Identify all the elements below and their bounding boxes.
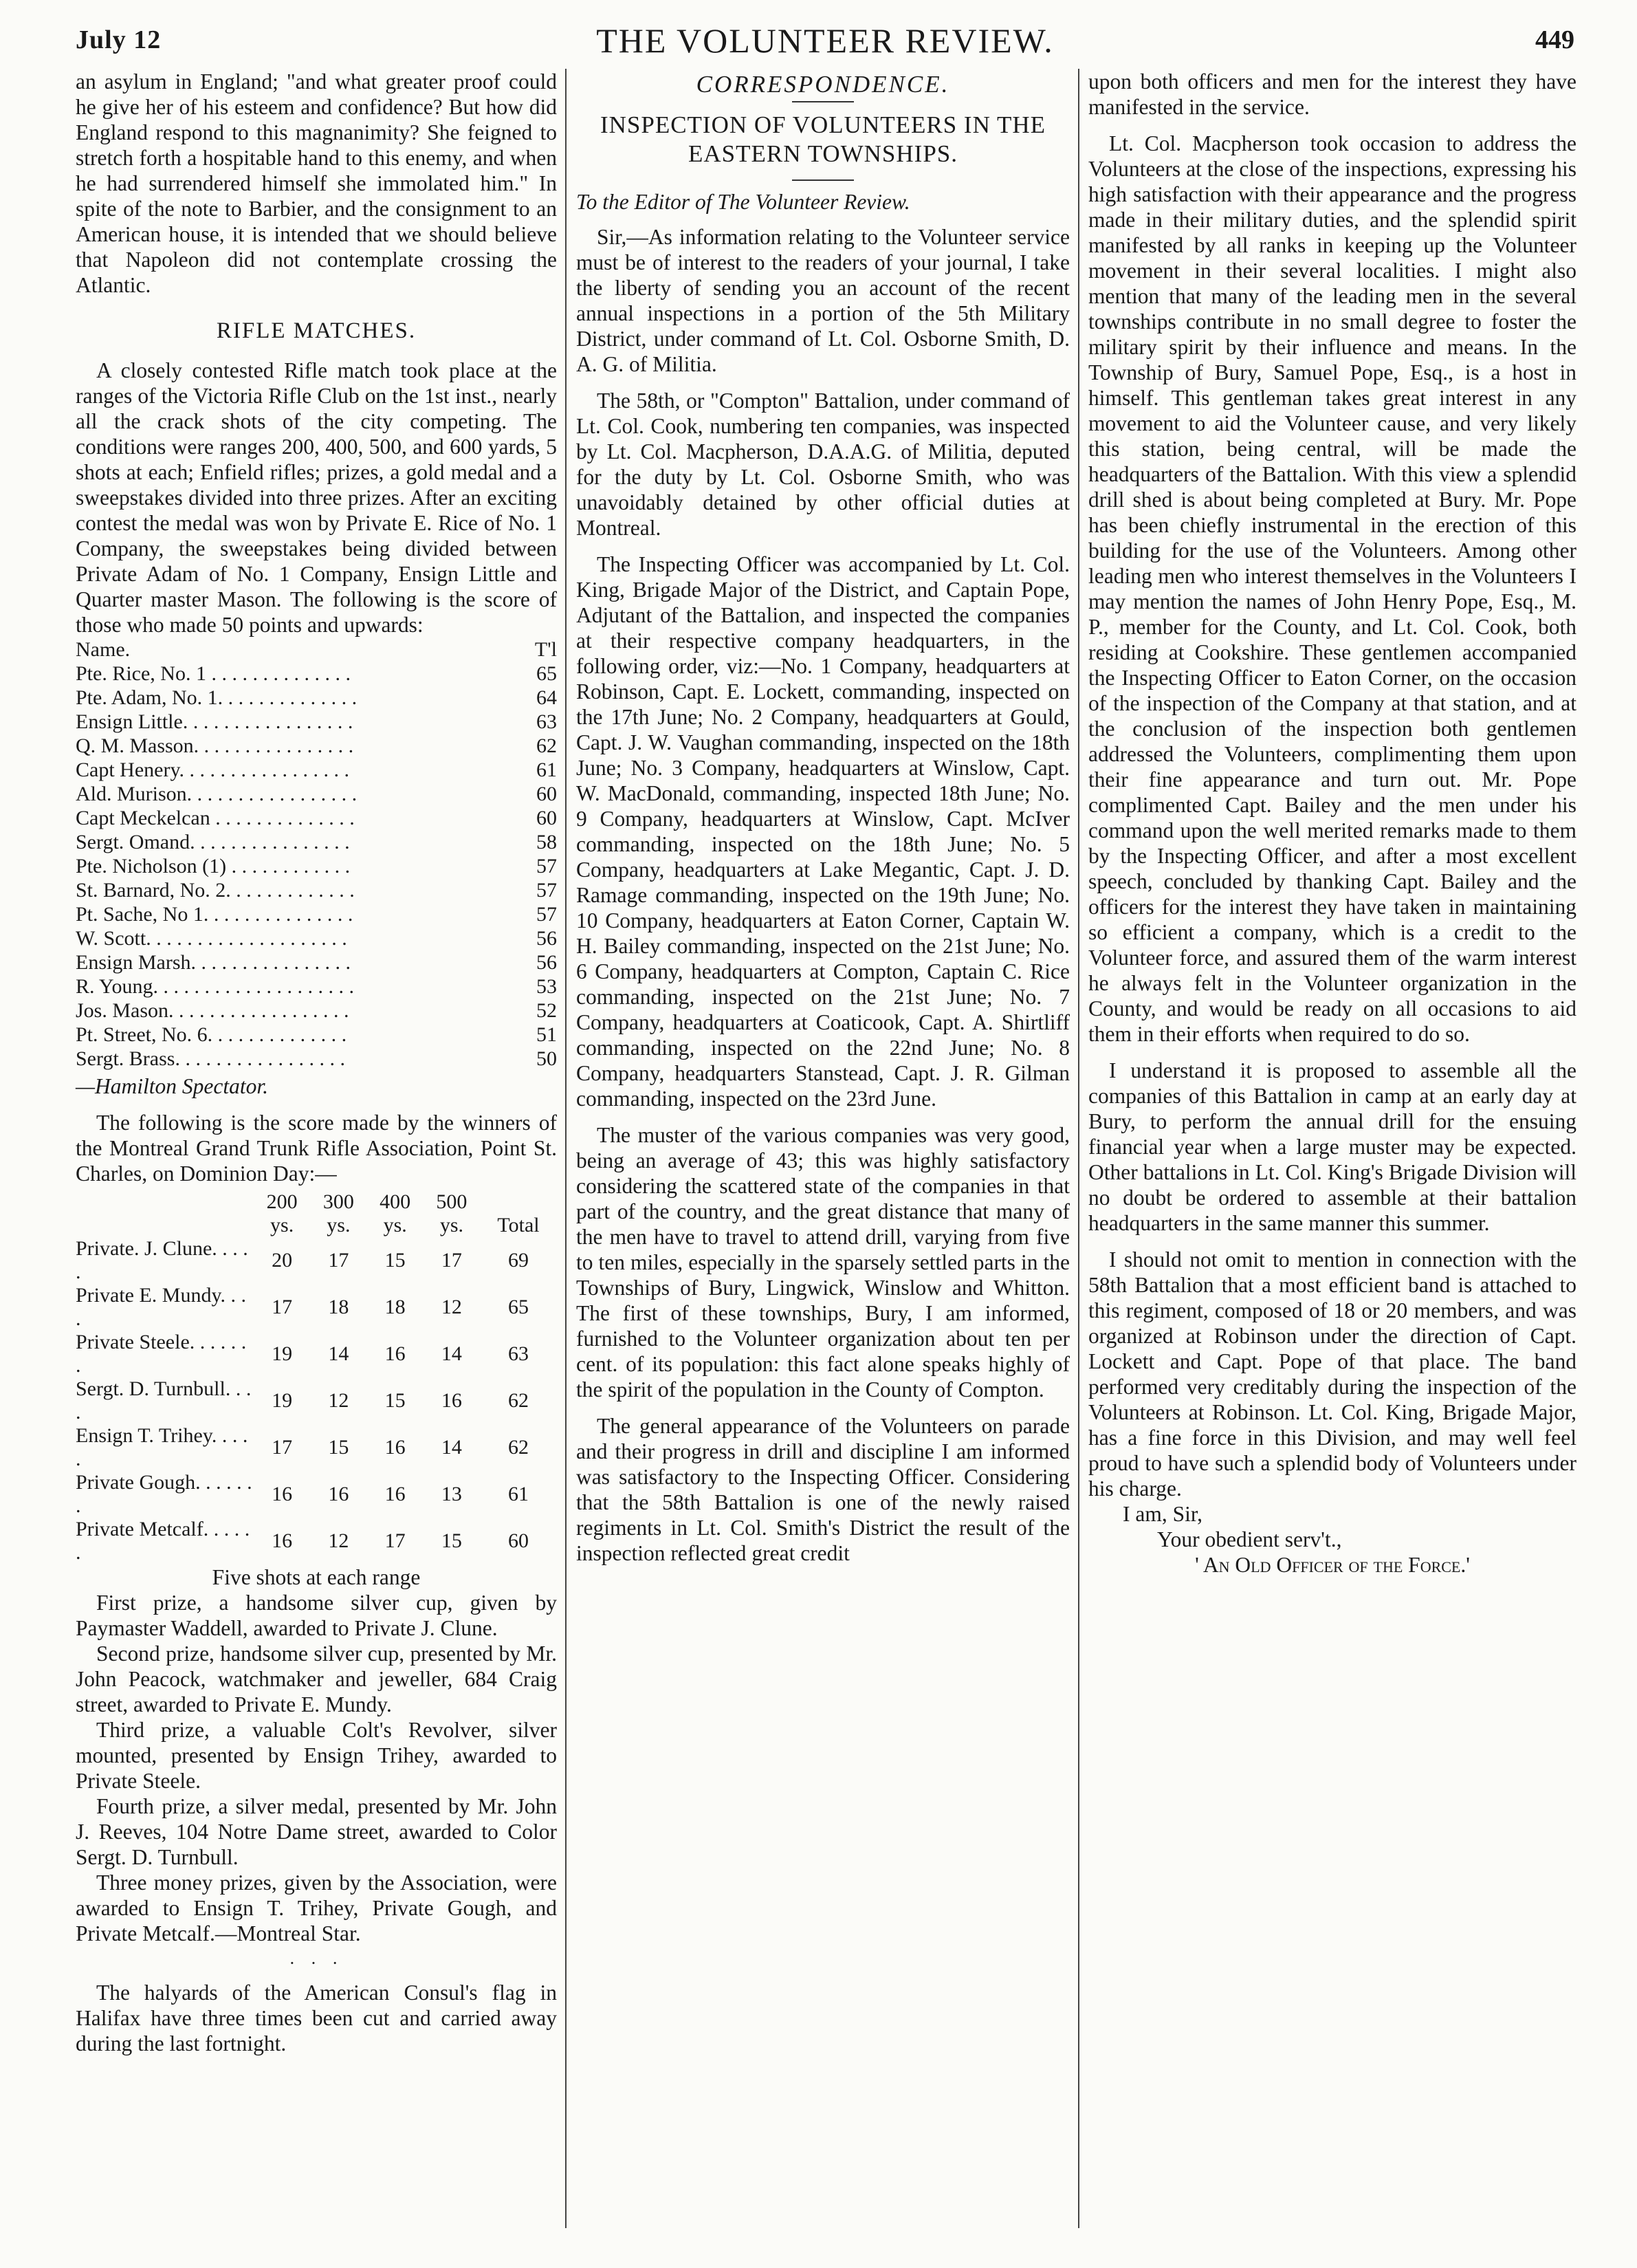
shooter-points: 53 <box>536 975 557 998</box>
gt-range-score: 15 <box>328 1436 349 1459</box>
gt-unit: ys. <box>383 1214 407 1236</box>
gt-range: 400 <box>380 1190 411 1213</box>
shooter-points: 60 <box>536 783 557 805</box>
prize-paragraph: Third prize, a valuable Colt's Revolver, silver mounted, presented by Ensign Trihey, awarded to Private Steele. <box>76 1718 557 1793</box>
gt-range-score: 16 <box>384 1483 406 1505</box>
gt-range-score: 14 <box>441 1342 462 1365</box>
shooter-name: Q. M. Masson. . . . . . . . . . . . . . . . <box>76 734 354 757</box>
score-row <box>76 854 557 878</box>
gt-range-score: 12 <box>441 1296 462 1318</box>
gt-score-row <box>76 1237 557 1284</box>
shooter-name: Ensign Marsh. . . . . . . . . . . . . . . . <box>76 951 351 974</box>
article-paragraph: The 58th, or "Compton" Battalion, under command of Lt. Col. Cook, numbering ten companies, was inspected by Lt. Col. Macpherson, D.A.A.G. of Militia, deputed for the duty by Lt. Col. Osborne Smith, who was unavoidably detained by other official duties at Montreal. <box>576 389 1070 540</box>
gt-range-score: 14 <box>328 1342 349 1365</box>
gt-range-row <box>76 1190 557 1214</box>
gt-range-score: 13 <box>441 1483 462 1505</box>
score-row <box>76 662 557 686</box>
gt-range-score: 15 <box>384 1389 406 1412</box>
shooter-points: 56 <box>536 927 557 950</box>
column-divider <box>565 69 567 2228</box>
gt-range: 500 <box>436 1190 468 1213</box>
score-header-row <box>76 637 557 662</box>
shooter-points: 65 <box>536 662 557 685</box>
article-paragraph: Sir,—As information relating to the Volunteer service must be of interest to the readers of your journal, I take the liberty of sending you an account of the recent annual inspections in a portion of the 5th Military District, under command of Lt. Col. Osborne Smith, D. A. G. of Militia. <box>576 225 1070 376</box>
gt-total: 65 <box>508 1296 529 1318</box>
shooter-points: 57 <box>536 879 557 902</box>
gt-unit: ys. <box>270 1214 294 1236</box>
score-row <box>76 806 557 830</box>
gt-range-score: 17 <box>441 1249 462 1272</box>
shooter-points: 56 <box>536 951 557 974</box>
gt-unit: ys. <box>439 1214 464 1236</box>
shooter-name: Ensign Little. . . . . . . . . . . . . . . . . <box>76 710 353 733</box>
gt-shooter-name: Private Metcalf. . . . . . <box>76 1518 250 1564</box>
gt-score-row <box>76 1471 557 1518</box>
gt-range-score: 17 <box>272 1296 293 1318</box>
shooter-points: 63 <box>536 710 557 733</box>
shooter-points: 57 <box>536 903 557 926</box>
gt-score-row <box>76 1377 557 1424</box>
gt-range-score: 17 <box>384 1529 406 1552</box>
gt-range-score: 14 <box>441 1436 462 1459</box>
shooter-name: W. Scott. . . . . . . . . . . . . . . . . . . . <box>76 927 347 950</box>
opening-paragraph: an asylum in England; "and what greater proof could he give her of his esteem and confidence? But how did England respond to this magnanimity? She feigned to stretch forth a hospitable hand to this enemy, and when he had surrendered himself she immolated him." In spite of the note to Barbier, and the consignment to an American house, it is intended that we should believe that Napoleon did not contemplate crossing the Atlantic. <box>76 69 557 297</box>
column-right <box>1088 69 1576 1578</box>
short-rule <box>792 101 854 102</box>
column-middle <box>576 69 1070 1566</box>
gt-shooter-name: Private Steele. . . . . . . <box>76 1331 247 1377</box>
shooter-points: 64 <box>536 686 557 709</box>
score-row <box>76 950 557 974</box>
column-divider <box>1078 69 1079 2228</box>
shooter-points: 62 <box>536 734 557 757</box>
gt-range-score: 18 <box>384 1296 406 1318</box>
gt-note: Five shots at each range <box>212 1565 421 1589</box>
shooter-name: Sergt. Omand. . . . . . . . . . . . . . . . <box>76 831 350 853</box>
score-row <box>76 758 557 782</box>
score-row <box>76 999 557 1023</box>
gt-range: 300 <box>322 1190 354 1213</box>
prize-paragraph: First prize, a handsome silver cup, given by Paymaster Waddell, awarded to Private J. Clune. <box>76 1591 557 1640</box>
score-row <box>76 974 557 999</box>
score-row <box>76 926 557 950</box>
gt-range-score: 16 <box>441 1389 462 1412</box>
scores-credit: —Hamilton Spectator. <box>76 1074 268 1098</box>
gt-shooter-name: Private Gough. . . . . . . <box>76 1471 252 1517</box>
shooter-name: Ald. Murison. . . . . . . . . . . . . . . . . <box>76 783 358 805</box>
shooter-name: R. Young. . . . . . . . . . . . . . . . . . . . <box>76 975 355 998</box>
gt-total: 62 <box>508 1389 529 1412</box>
correspondence-heading: CORRESPONDENCE. <box>696 71 950 98</box>
shooter-name: Pt. Sache, No 1. . . . . . . . . . . . . . . <box>76 903 353 926</box>
score-row <box>76 710 557 734</box>
gt-score-row <box>76 1284 557 1331</box>
score-row <box>76 1023 557 1047</box>
score-row <box>76 686 557 710</box>
score-row <box>76 734 557 758</box>
signature: ' An Old Officer of the Force.' <box>1195 1553 1470 1577</box>
rifle-matches-heading: RIFLE MATCHES. <box>216 318 417 343</box>
gt-shooter-name: Private. J. Clune. . . . . <box>76 1237 248 1283</box>
shooter-name: St. Barnard, No. 2. . . . . . . . . . . . . <box>76 879 355 902</box>
gt-range-score: 15 <box>384 1249 406 1272</box>
gt-unit: Total <box>497 1214 540 1236</box>
gt-range-score: 16 <box>272 1483 293 1505</box>
gt-range-score: 12 <box>328 1529 349 1552</box>
shooter-name: Pte. Rice, No. 1 . . . . . . . . . . . . . . <box>76 662 351 685</box>
gt-total: 62 <box>508 1436 529 1459</box>
gt-score-row <box>76 1424 557 1471</box>
closing-line: Your obedient serv't., <box>1157 1527 1342 1551</box>
gt-unit-row <box>76 1214 557 1237</box>
gt-total: 69 <box>508 1249 529 1272</box>
score-header-name: Name. <box>76 638 131 661</box>
page-number: 449 <box>1535 25 1574 54</box>
prize-paragraph: Fourth prize, a silver medal, presented by Mr. John J. Reeves, 104 Notre Dame street, awarded to Color Sergt. D. Turnbull. <box>76 1794 557 1869</box>
shooter-points: 60 <box>536 807 557 829</box>
shooter-points: 52 <box>536 999 557 1022</box>
section-separator: · · · <box>289 1953 344 1973</box>
score-row <box>76 782 557 806</box>
gt-range-score: 17 <box>328 1249 349 1272</box>
article-paragraph: upon both officers and men for the interest they have manifested in the service. <box>1088 69 1576 119</box>
gt-range-score: 17 <box>272 1436 293 1459</box>
gt-shooter-name: Ensign T. Trihey. . . . . <box>76 1424 248 1470</box>
article-paragraph: The Inspecting Officer was accompanied by Lt. Col. King, Brigade Major of the District, and Captain Pope, Adjutant of the Battalion, and inspected the companies at their respective company headquarters, in the following order, viz:—No. 1 Company, headquarters at Robinson, Capt. E. Lockett, commanding, inspected on the 17th June; No. 2 Company, headquarters at Gould, Capt. J. W. Vaughan commanding, inspected on the 18th June; No. 3 Company, headquarters at Winslow, Capt. W. MacDonald, commanding, inspected 18th June; No. 9 Company, headquarters at Winslow, Capt. McIver commanding, inspected on the 18th June; No. 5 Company, headquarters at Lake Megantic, Capt. J. D. Ramage commanding, inspected on the 19th June; No. 10 Company, headquarters at Eaton Corner, Captain W. H. Bailey commanding, inspected on the 21st June; No. 6 Company, headquarters at Compton, Captain C. Rice commanding, inspected on the 21st June; No. 7 Company, headquarters at Coaticook, Capt. A. Shirtliff commanding, inspected on the 22nd June; No. 8 Company, headquarters Stanstead, Capt. J. R. Gilman commanding, inspected on the 23rd June. <box>576 552 1070 1111</box>
shooter-points: 57 <box>536 855 557 877</box>
masthead-title: THE VOLUNTEER REVIEW. <box>596 21 1054 60</box>
gt-range-score: 18 <box>328 1296 349 1318</box>
short-rule <box>792 179 854 181</box>
gt-shooter-name: Sergt. D. Turnbull. . . . <box>76 1377 252 1424</box>
shooter-name: Pt. Street, No. 6. . . . . . . . . . . . . . <box>76 1023 347 1046</box>
shooter-name: Pte. Nicholson (1) . . . . . . . . . . . . <box>76 855 351 877</box>
score-row <box>76 1047 557 1071</box>
shooter-points: 58 <box>536 831 557 853</box>
article-paragraph: Lt. Col. Macpherson took occasion to address the Volunteers at the close of the inspections, expressing his high satisfaction with their appearance and the progress made in their military duties, and the splendid spirit manifested by all ranks in keeping up the Volunteer movement in their several localities. I might also mention that many of the leading men in the several townships contribute in no small degree to foster the military spirit by their influence and means. In the Township of Bury, Samuel Pope, Esq., is a host in himself. This gentleman takes great interest in any movement to aid the Volunteer cause, and very likely this station, being central, will be made the headquarters of the Battalion. With this view a splendid drill shed is about being completed at Bury. Mr. Pope has been chiefly instrumental in the erection of this building for the use of the Volunteers. Among other leading men who interest themselves in the Volunteers I may mention the names of John Henry Pope, Esq., M. P., member for the County, and Lt. Col. Cook, both residing at Cookshire. These gentlemen accompanied the Inspecting Officer to Eaton Corner, on the occasion of the inspection of the Company at that station, and at the conclusion of the inspection both gentlemen addressed the Volunteers, complimenting them upon their fine appearance and turn out. Mr. Pope complimented Capt. Bailey and the men under his command upon the well merited remarks made to them by the Inspecting Officer, and after a most excellent speech, concluded by thanking Capt. Bailey and the officers for the interest they have taken in maintaining so efficient a company, which is a credit to the Volunteer force, and assured them of the warm interest he always felt in the Volunteer organization in the County, and would be ready on all occasions to aid them in their efforts when required to do so. <box>1088 131 1576 1046</box>
article-paragraph: The general appearance of the Volunteers on parade and their progress in drill and discipline I am informed was satisfactory to the Inspecting Officer. Considering that the 58th Battalion is one of the newly raised regiments in Lt. Col. Smith's District the result of the inspection reflected great credit <box>576 1414 1070 1565</box>
issue-date: July 12 <box>76 25 162 54</box>
gt-unit: ys. <box>327 1214 351 1236</box>
grand-trunk-intro: The following is the score made by the winners of the Montreal Grand Trunk Rifle Association, Point St. Charles, on Dominion Day:— <box>76 1111 557 1186</box>
page-header <box>76 19 1574 67</box>
shooter-name: Pte. Adam, No. 1. . . . . . . . . . . . . . <box>76 686 358 709</box>
shooter-name: Capt Henery. . . . . . . . . . . . . . . . . <box>76 759 349 781</box>
score-row <box>76 830 557 854</box>
prize-paragraph: Three money prizes, given by the Association, were awarded to Ensign T. Trihey, Private Gough, and Private Metcalf.—Montreal Star. <box>76 1871 557 1945</box>
shooter-points: 51 <box>536 1023 557 1046</box>
shooter-points: 61 <box>536 759 557 781</box>
grand-trunk-score-table <box>76 1190 557 1564</box>
gt-range-score: 16 <box>272 1529 293 1552</box>
gt-range-score: 15 <box>441 1529 462 1552</box>
article-paragraph: I should not omit to mention in connection with the 58th Battalion that a most efficient band is attached to this regiment, composed of 18 or 20 members, and was organized at Robinson under the direction of Capt. Lockett and Capt. Pope of that place. The band performed very creditably during the inspection of the Volunteers at Robinson. Lt. Col. King, Brigade Major, has a fine force in this Division, and may well feel proud to have such a splendid body of Volunteers under his charge. <box>1088 1247 1576 1501</box>
gt-range-score: 16 <box>384 1436 406 1459</box>
closing-line: I am, Sir, <box>1123 1502 1202 1526</box>
gt-total: 60 <box>508 1529 529 1552</box>
article-paragraph: I understand it is proposed to assemble all the companies of this Battalion in camp at an early day at Bury, to perform the annual drill for the ensuing financial year when a large muster may be expected. Other battalions in Lt. Col. King's Brigade Division will no doubt be ordered to assemble at their battalion headquarters in the same manner this summer. <box>1088 1058 1576 1235</box>
gt-score-row <box>76 1518 557 1564</box>
shooter-name: Capt Meckelcan . . . . . . . . . . . . . . <box>76 807 355 829</box>
score-row <box>76 878 557 902</box>
gt-range-score: 19 <box>272 1389 293 1412</box>
victoria-score-table <box>76 637 557 1071</box>
column-left <box>76 69 557 2056</box>
gt-range-score: 16 <box>328 1483 349 1505</box>
gt-score-row <box>76 1331 557 1377</box>
gt-range-score: 16 <box>384 1342 406 1365</box>
score-header-total: T'l <box>534 638 557 661</box>
score-row <box>76 902 557 926</box>
halyards-paragraph: The halyards of the American Consul's flag in Halifax have three times been cut and carried away during the last fortnight. <box>76 1981 557 2056</box>
shooter-name: Jos. Mason. . . . . . . . . . . . . . . . . . <box>76 999 349 1022</box>
salutation: To the Editor of The Volunteer Review. <box>576 190 910 214</box>
article-paragraph: The muster of the various companies was very good, being an average of 43; this was highly satisfactory considering the scattered state of the companies in that part of the country, and the great distance that many of the men have to travel to attend drill, varying from five to ten miles, especially in the sparsely settled parts in the Townships of Bury, Lingwick, Winslow and Whitton. The first of these townships, Bury, I am informed, furnished to the Volunteer organization about ten per cent. of its population: this fact alone speaks highly of the spirit of the population in the County of Compton. <box>576 1123 1070 1402</box>
shooter-name: Sergt. Brass. . . . . . . . . . . . . . . . . <box>76 1047 345 1070</box>
shooter-points: 50 <box>536 1047 557 1070</box>
gt-range <box>480 1190 557 1214</box>
article-title: INSPECTION OF VOLUNTEERS IN THE EASTERN TOWNSHIPS. <box>600 111 1046 167</box>
prize-paragraph: Second prize, handsome silver cup, presented by Mr. John Peacock, watchmaker and jeweller, 684 Craig street, awarded to Private E. Mundy. <box>76 1642 557 1716</box>
gt-range-score: 12 <box>328 1389 349 1412</box>
gt-range: 200 <box>266 1190 298 1213</box>
gt-total: 61 <box>508 1483 529 1505</box>
gt-range-score: 20 <box>272 1249 293 1272</box>
gt-range-score: 19 <box>272 1342 293 1365</box>
gt-shooter-name: Private E. Mundy. . . . <box>76 1284 247 1330</box>
rifle-paragraph: A closely contested Rifle match took place at the ranges of the Victoria Rifle Club on the 1st inst., nearly all the crack shots of the city competing. The conditions were ranges 200, 400, 500, and 600 yards, 5 shots at each; Enfield rifles; prizes, a gold medal and a sweepstakes divided into three prizes. After an exciting contest the medal was won by Private E. Rice of No. 1 Company, the sweepstakes being divided between Private Adam of No. 1 Company, Ensign Little and Quarter master Mason. The following is the score of those who made 50 points and upwards: <box>76 358 557 637</box>
gt-total: 63 <box>508 1342 529 1365</box>
